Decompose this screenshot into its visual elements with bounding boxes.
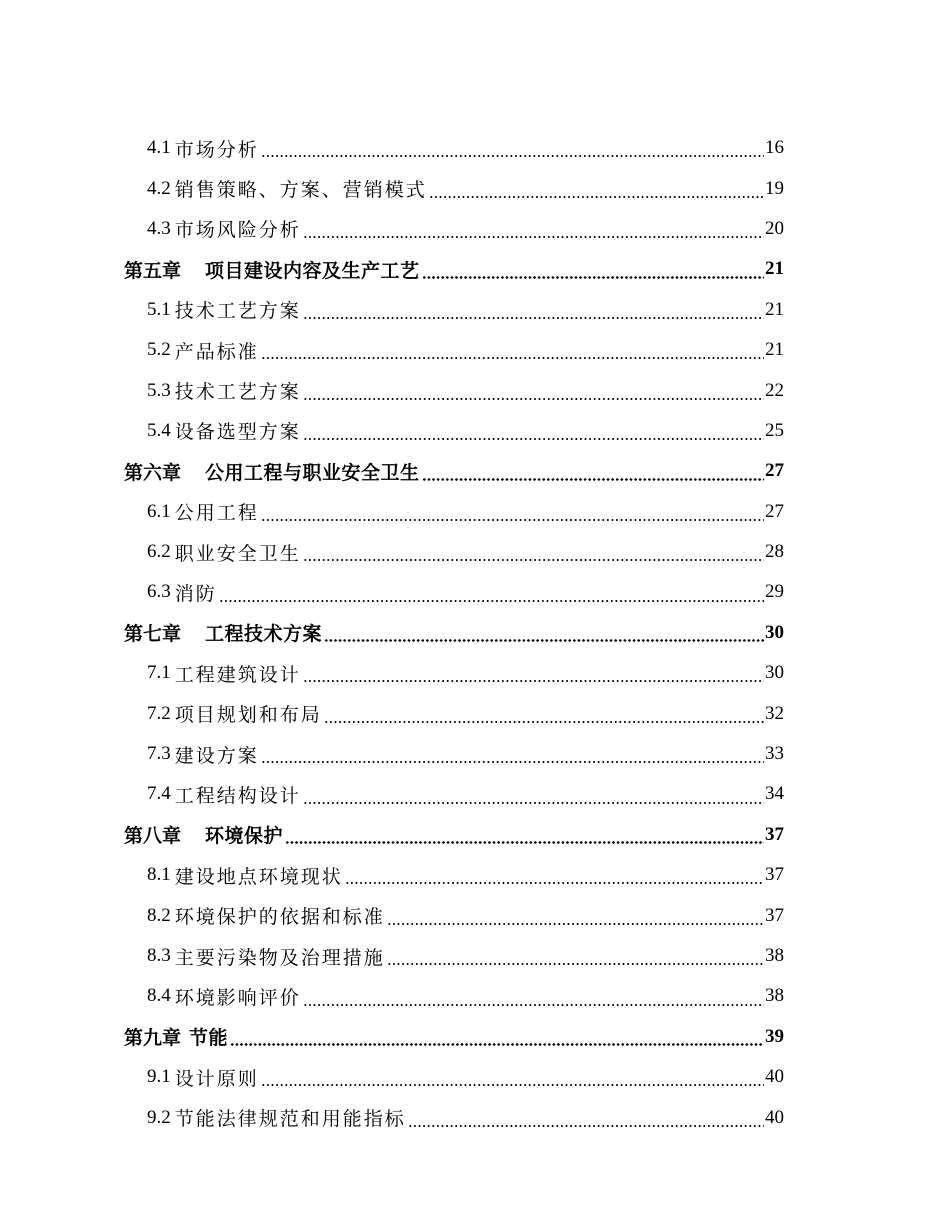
toc-entry-title: 建设方案 — [174, 745, 259, 767]
dot-leader — [303, 398, 764, 400]
toc-entry-page-number: 28 — [765, 541, 784, 563]
toc-entry-page-number: 27 — [765, 460, 784, 482]
toc-entry-number: 7.4 — [147, 783, 171, 805]
dot-leader — [285, 841, 764, 844]
toc-section-entry[interactable] — [124, 895, 784, 935]
dot-leader — [303, 802, 764, 804]
toc-entry-title: 节能法律规范和用能指标 — [174, 1109, 406, 1131]
toc-entry-number: 5.1 — [147, 298, 171, 320]
toc-entry-title: 设计原则 — [174, 1068, 259, 1090]
toc-entry-number: 8.4 — [147, 985, 171, 1007]
toc-entry-page-number: 21 — [765, 258, 784, 280]
toc-entry-page-number: 40 — [765, 1066, 784, 1088]
toc-section-entry[interactable] — [124, 855, 784, 895]
toc-entry-number: 8.3 — [147, 945, 171, 966]
dot-leader — [303, 236, 764, 238]
dot-leader — [324, 721, 764, 723]
toc-entry-number: 6.3 — [147, 581, 171, 603]
toc-entry-page-number: 30 — [765, 662, 784, 684]
toc-entry-title: 项目建设内容及生产工艺 — [205, 259, 420, 282]
dot-leader — [261, 357, 764, 359]
toc-entry-number: 第五章 — [124, 259, 182, 282]
toc-entry-title: 工程结构设计 — [174, 785, 301, 807]
toc-section-entry[interactable] — [124, 734, 784, 774]
toc-entry-page-number: 19 — [765, 177, 784, 199]
toc-section-entry[interactable] — [124, 693, 784, 733]
toc-section-entry[interactable] — [124, 532, 784, 572]
toc-entry-page-number: 21 — [765, 339, 784, 361]
toc-section-entry[interactable] — [124, 370, 784, 410]
toc-entry-page-number: 33 — [765, 743, 784, 765]
toc-entry-page-number: 37 — [765, 864, 784, 886]
toc-entry-page-number: 25 — [765, 419, 784, 441]
toc-section-entry[interactable] — [124, 774, 784, 814]
toc-entry-page-number: 38 — [765, 985, 784, 1007]
dot-leader — [303, 559, 764, 561]
toc-section-entry[interactable] — [124, 1057, 784, 1097]
toc-entry-page-number: 37 — [765, 904, 784, 926]
toc-section-entry[interactable] — [124, 411, 784, 451]
toc-entry-number: 第九章 — [124, 1027, 182, 1050]
toc-section-entry[interactable] — [124, 976, 784, 1016]
toc-entry-title: 职业安全卫生 — [174, 543, 301, 565]
toc-entry-number: 第七章 — [124, 623, 182, 646]
toc-section-entry[interactable] — [124, 653, 784, 693]
toc-entry-number: 4.3 — [147, 217, 171, 239]
toc-entry-title: 市场分析 — [174, 139, 259, 161]
toc-section-entry[interactable] — [124, 330, 784, 370]
toc-entry-page-number: 16 — [765, 137, 784, 159]
toc-section-entry[interactable] — [124, 936, 784, 976]
toc-section-entry[interactable] — [124, 1097, 784, 1137]
toc-entry-page-number: 34 — [765, 783, 784, 805]
toc-entry-page-number: 20 — [765, 217, 784, 239]
dot-leader — [261, 519, 764, 521]
toc-entry-title: 技术工艺方案 — [174, 382, 301, 404]
table-of-contents — [124, 128, 784, 1138]
toc-entry-number: 7.3 — [147, 743, 171, 765]
dot-leader — [429, 196, 764, 198]
toc-entry-title: 环境保护 — [205, 825, 284, 848]
toc-entry-number: 5.2 — [147, 339, 171, 361]
toc-entry-number: 4.2 — [147, 177, 171, 199]
dot-leader — [303, 317, 764, 319]
toc-entry-number: 5.3 — [147, 379, 171, 401]
dot-leader — [324, 639, 764, 642]
toc-section-entry[interactable] — [124, 572, 784, 612]
toc-chapter-entry[interactable] — [124, 1017, 784, 1057]
dot-leader — [408, 1125, 764, 1127]
dot-leader — [230, 1043, 764, 1046]
toc-entry-number: 第六章 — [124, 461, 182, 484]
toc-entry-title: 环境保护的依据和标准 — [174, 907, 385, 929]
toc-entry-page-number: 40 — [765, 1106, 784, 1128]
toc-entry-title: 工程技术方案 — [205, 623, 323, 646]
toc-entry-number: 第八章 — [124, 825, 182, 848]
toc-section-entry[interactable] — [124, 168, 784, 208]
toc-entry-page-number: 39 — [765, 1025, 784, 1047]
toc-entry-title: 技术工艺方案 — [174, 301, 301, 323]
toc-entry-title: 工程建筑设计 — [174, 664, 301, 686]
toc-entry-title: 产品标准 — [174, 341, 259, 363]
toc-entry-title: 项目规划和布局 — [174, 705, 322, 727]
toc-entry-number: 9.2 — [147, 1106, 171, 1128]
toc-entry-page-number: 21 — [765, 298, 784, 320]
toc-entry-number: 5.4 — [147, 419, 171, 441]
toc-entry-title: 环境影响评价 — [174, 987, 301, 1009]
dot-leader — [261, 1084, 764, 1086]
dot-leader — [261, 761, 764, 763]
dot-leader — [345, 882, 764, 884]
dot-leader — [387, 963, 764, 965]
toc-entry-number: 7.1 — [147, 662, 171, 684]
toc-chapter-entry[interactable] — [124, 451, 784, 491]
toc-entry-title: 设备选型方案 — [174, 422, 301, 444]
toc-entry-page-number: 22 — [765, 379, 784, 401]
toc-entry-title: 公用工程与职业安全卫生 — [205, 461, 420, 484]
dot-leader — [303, 1004, 764, 1006]
toc-section-entry[interactable] — [124, 128, 784, 168]
dot-leader — [387, 923, 764, 925]
toc-entry-number: 8.2 — [147, 904, 171, 926]
toc-entry-number: 7.2 — [147, 702, 171, 724]
toc-entry-number: 6.2 — [147, 541, 171, 563]
toc-entry-page-number: 38 — [765, 945, 784, 966]
toc-entry-number: 8.1 — [147, 864, 171, 886]
toc-entry-title: 主要污染物及治理措施 — [174, 947, 385, 969]
toc-section-entry[interactable] — [124, 492, 784, 532]
toc-section-entry[interactable] — [124, 290, 784, 330]
toc-entry-title: 建设地点环境现状 — [174, 866, 343, 888]
toc-entry-number: 6.1 — [147, 500, 171, 522]
dot-leader — [303, 438, 764, 440]
dot-leader — [422, 478, 764, 481]
toc-chapter-entry[interactable] — [124, 249, 784, 289]
toc-entry-page-number: 32 — [765, 702, 784, 724]
toc-section-entry[interactable] — [124, 209, 784, 249]
toc-entry-page-number: 37 — [765, 823, 784, 845]
toc-entry-number: 4.1 — [147, 137, 171, 159]
toc-entry-title: 公用工程 — [174, 503, 259, 525]
toc-entry-title: 销售策略、方案、营销模式 — [174, 180, 427, 202]
toc-chapter-entry[interactable] — [124, 613, 784, 653]
toc-entry-page-number: 27 — [765, 500, 784, 522]
toc-entry-page-number: 29 — [765, 581, 784, 603]
toc-entry-title: 消防 — [174, 583, 217, 605]
dot-leader — [303, 680, 764, 682]
toc-entry-page-number: 30 — [765, 621, 784, 643]
toc-entry-title: 市场风险分析 — [174, 220, 301, 242]
toc-chapter-entry[interactable] — [124, 815, 784, 855]
toc-entry-number: 9.1 — [147, 1066, 171, 1088]
dot-leader — [261, 155, 764, 157]
dot-leader — [422, 276, 764, 279]
toc-entry-title: 节能 — [189, 1027, 229, 1050]
dot-leader — [219, 600, 764, 602]
